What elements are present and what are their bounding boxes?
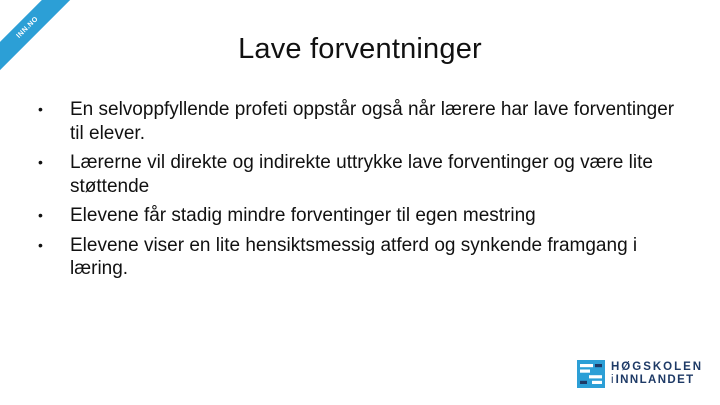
logo-line-2-text: INNLANDET [615, 374, 695, 386]
logo-line-2-prefix: i [611, 374, 614, 386]
bullet-point-icon: • [38, 101, 43, 117]
bullet-text: Elevene får stadig mindre forventinger til egen mestring [70, 205, 536, 226]
logo-line-2 [611, 374, 703, 387]
bullet-item [36, 234, 686, 281]
slide-title: Lave forventninger [238, 33, 482, 65]
bullet-item [36, 98, 686, 145]
bullet-list [36, 98, 686, 287]
logo-text [611, 361, 703, 387]
bullet-point-icon: • [38, 154, 43, 170]
bullet-text: Lærerne vil direkte og indirekte uttrykke lave forventinger og være lite støttende [70, 152, 653, 197]
bullet-text: En selvoppfyllende profeti oppstår også når lærere har lave forventinger til elever. [70, 99, 675, 144]
inn-no-corner-tag: INN.NO [0, 0, 70, 70]
logo-line-1: HØGSKOLEN [611, 361, 704, 373]
bullet-item [36, 151, 686, 198]
logo-mark-icon [577, 360, 605, 388]
bullet-item [36, 204, 686, 228]
bullet-text: Elevene viser en lite hensiktsmessig atferd og synkende framgang i læring. [70, 234, 638, 279]
bullet-point-icon: • [38, 236, 43, 253]
bullet-point-icon: • [38, 207, 43, 223]
hogskolen-innlandet-logo [577, 356, 715, 392]
